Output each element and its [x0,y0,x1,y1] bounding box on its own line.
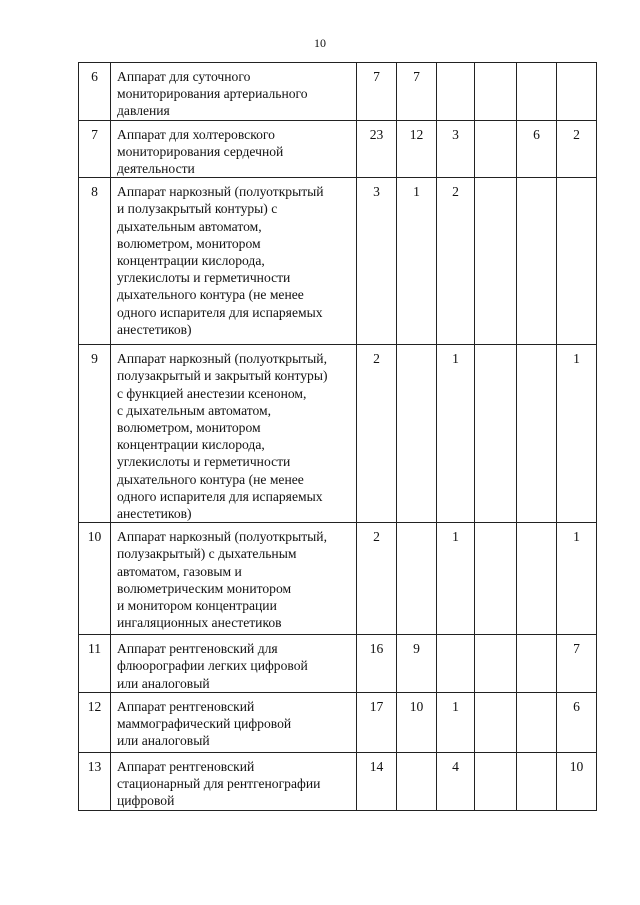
quantity-cell: 3 [357,178,397,345]
quantity-cell: 10 [397,692,437,752]
equipment-name-line: Аппарат наркозный (полуоткрытый, [117,351,327,367]
equipment-name-line: одного испарителя для испаряемых [117,488,323,504]
quantity-cell [517,692,557,752]
quantity-cell [475,752,517,810]
quantity-cell [517,63,557,121]
equipment-name-line: с дыхательным автоматом, [117,402,272,418]
quantity-cell: 1 [557,345,597,523]
equipment-name [111,752,357,810]
equipment-name [111,178,357,345]
quantity-cell [475,345,517,523]
quantity-cell: 1 [437,345,475,523]
equipment-name-line: Аппарат рентгеновский [117,758,255,774]
quantity-cell [475,635,517,693]
quantity-cell [517,178,557,345]
equipment-name [111,635,357,693]
quantity-cell [517,345,557,523]
equipment-name-line: одного испарителя для испаряемых [117,304,323,320]
row-number: 10 [79,523,111,635]
quantity-cell [437,635,475,693]
equipment-name-line: дыхательным автоматом, [117,218,262,234]
equipment-name-line: дыхательного контура (не менее [117,471,304,487]
equipment-name-line: Аппарат наркозный (полуоткрытый, [117,529,327,545]
quantity-cell [397,752,437,810]
equipment-name-line: автоматом, газовым и [117,563,242,579]
quantity-cell: 7 [357,63,397,121]
quantity-cell [475,178,517,345]
quantity-cell: 3 [437,120,475,178]
equipment-name-line: Аппарат для холтеровского [117,126,275,142]
equipment-name-line: волюметром, монитором [117,420,261,436]
equipment-name-line: с функцией анестезии ксеноном, [117,385,307,401]
quantity-cell [475,523,517,635]
equipment-name-line: полузакрытый) с дыхательным [117,546,297,562]
equipment-name [111,523,357,635]
quantity-cell [397,523,437,635]
quantity-cell: 2 [357,345,397,523]
equipment-name-line: Аппарат наркозный (полуоткрытый [117,184,324,200]
quantity-cell [475,63,517,121]
equipment-name-line: давления [117,103,170,119]
table-row [79,752,597,810]
quantity-cell: 1 [437,692,475,752]
equipment-name-line: дыхательного контура (не менее [117,287,304,303]
equipment-name [111,63,357,121]
quantity-cell: 2 [557,120,597,178]
quantity-cell [517,635,557,693]
quantity-cell [475,692,517,752]
equipment-name-line: углекислоты и герметичности [117,270,291,286]
equipment-name-line: концентрации кислорода, [117,253,265,269]
quantity-cell: 4 [437,752,475,810]
quantity-cell [517,523,557,635]
quantity-cell: 1 [397,178,437,345]
equipment-name-line: флюорографии легких цифровой [117,658,308,674]
table-row [79,120,597,178]
quantity-cell: 6 [517,120,557,178]
quantity-cell [557,63,597,121]
row-number: 11 [79,635,111,693]
quantity-cell [475,120,517,178]
equipment-name-line: волюметром, монитором [117,235,261,251]
table-body [79,63,597,811]
quantity-cell [557,178,597,345]
row-number: 9 [79,345,111,523]
equipment-name-line: полузакрытый и закрытый контуры) [117,368,328,384]
quantity-cell: 17 [357,692,397,752]
equipment-table [78,62,597,811]
equipment-name-line: ингаляционных анестетиков [117,615,282,631]
equipment-name-line: концентрации кислорода, [117,437,265,453]
equipment-name-line: или аналоговый [117,733,210,749]
equipment-name-line: анестетиков) [117,506,192,522]
equipment-name-line: маммографический цифровой [117,716,292,732]
equipment-name-line: Аппарат рентгеновский для [117,641,278,657]
quantity-cell: 16 [357,635,397,693]
equipment-name-line: Аппарат для суточного [117,69,251,84]
quantity-cell: 9 [397,635,437,693]
row-number: 7 [79,120,111,178]
table-row [79,345,597,523]
equipment-name-line: мониторирования сердечной [117,143,284,159]
equipment-name-line: углекислоты и герметичности [117,454,291,470]
page-number: 10 [314,36,326,50]
quantity-cell [437,63,475,121]
quantity-cell: 12 [397,120,437,178]
table-row [79,178,597,345]
equipment-name-line: деятельности [117,161,195,177]
quantity-cell: 1 [557,523,597,635]
equipment-name-line: анестетиков) [117,321,192,337]
equipment-name-line: цифровой [117,793,175,809]
row-number: 6 [79,63,111,121]
quantity-cell: 1 [437,523,475,635]
quantity-cell [517,752,557,810]
table-row [79,523,597,635]
equipment-name-line: и полузакрытый контуры) с [117,201,278,217]
equipment-name-line: Аппарат рентгеновский [117,698,255,714]
table-row [79,635,597,693]
quantity-cell: 7 [397,63,437,121]
quantity-cell: 2 [357,523,397,635]
equipment-name-line: или аналоговый [117,675,210,691]
quantity-cell: 6 [557,692,597,752]
quantity-cell: 23 [357,120,397,178]
table-row [79,63,597,121]
row-number: 13 [79,752,111,810]
table-row [79,692,597,752]
quantity-cell: 14 [357,752,397,810]
equipment-name-line: стационарный для рентгенографии [117,776,321,792]
equipment-name [111,120,357,178]
equipment-name-line: и монитором концентрации [117,598,277,614]
quantity-cell [397,345,437,523]
equipment-name-line: мониторирования артериального [117,86,308,102]
equipment-name [111,345,357,523]
quantity-cell: 2 [437,178,475,345]
row-number: 8 [79,178,111,345]
equipment-name-line: волюметрическим монитором [117,580,292,596]
quantity-cell: 7 [557,635,597,693]
equipment-name [111,692,357,752]
quantity-cell: 10 [557,752,597,810]
row-number: 12 [79,692,111,752]
